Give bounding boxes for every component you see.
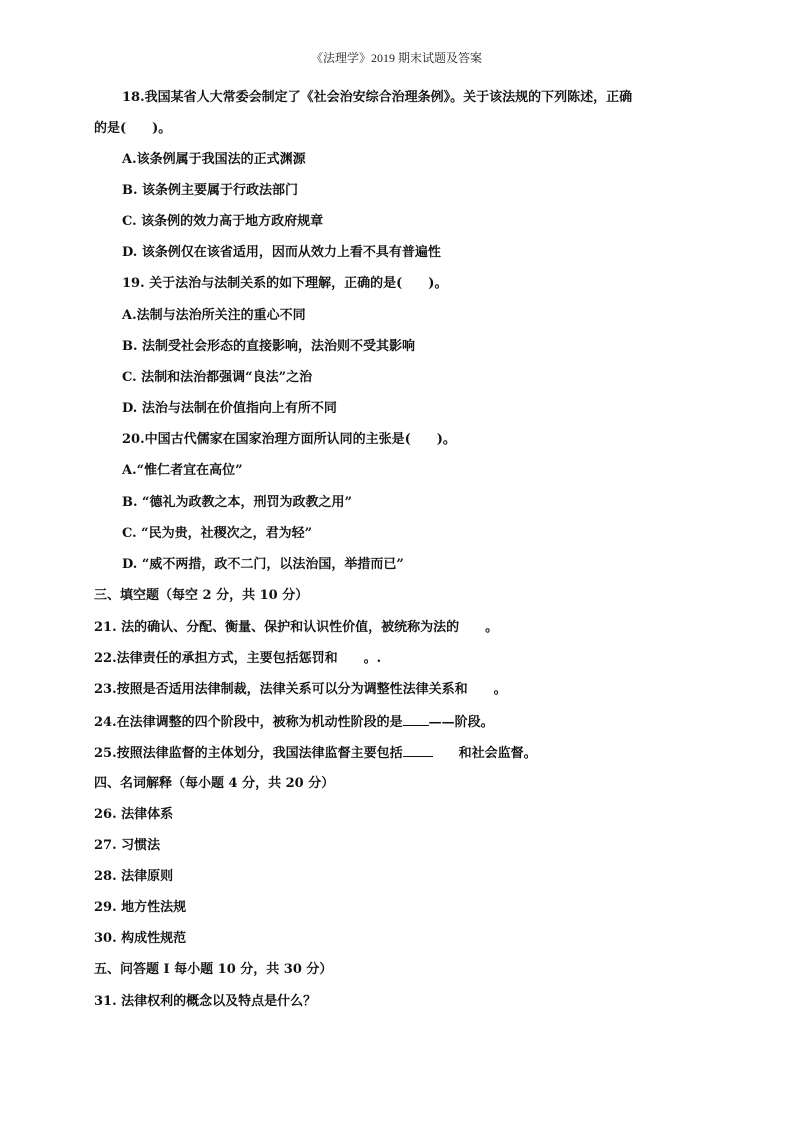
question-18-option-b: B. 该条例主要属于行政法部门 bbox=[122, 183, 299, 198]
question-29: 29. 地方性法规 bbox=[94, 900, 187, 915]
question-31: 31. 法律权利的概念以及特点是什么？ bbox=[94, 994, 317, 1009]
question-18-option-c: C. 该条例的效力高于地方政府规章 bbox=[122, 214, 324, 229]
question-20-option-c: C. “民为贵，社稷次之，君为轻” bbox=[122, 526, 313, 541]
question-24 bbox=[94, 711, 714, 733]
question-20-stem: 20.中国古代儒家在国家治理方面所认同的主张是( )。 bbox=[122, 432, 456, 447]
question-28: 28. 法律原则 bbox=[94, 869, 174, 884]
question-25 bbox=[94, 742, 714, 764]
question-20-option-a: A.“惟仁者宜在高位” bbox=[122, 463, 243, 478]
question-25-text: 25.按照法律监督的主体划分，我国法律监督主要包括 bbox=[94, 746, 403, 761]
question-20-option-d: D. “威不两措，政不二门，以法治国，举措而已” bbox=[122, 557, 404, 572]
question-30: 30. 构成性规范 bbox=[94, 931, 187, 946]
section-3-heading: 三、填空题（每空 2 分，共 10 分） bbox=[94, 588, 309, 603]
page-header: 《法理学》2019 期末试题及答案 bbox=[310, 51, 482, 65]
question-22: 22.法律责任的承担方式，主要包括惩罚和 。. bbox=[94, 651, 382, 666]
question-19-stem: 19. 关于法治与法制关系的如下理解，正确的是( )。 bbox=[122, 276, 448, 291]
question-18-option-d: D. 该条例仅在该省适用，因而从效力上看不具有普遍性 bbox=[122, 245, 441, 260]
question-19-option-a: A.法制与法治所关注的重心不同 bbox=[122, 308, 306, 323]
answer-blank bbox=[403, 742, 433, 757]
question-21: 21. 法的确认、分配、衡量、保护和认识性价值，被统称为法的 。 bbox=[94, 620, 499, 635]
question-19-option-c: C. 法制和法治都强调“良法”之治 bbox=[122, 370, 313, 385]
question-25-suffix: 和社会监督。 bbox=[458, 746, 537, 761]
question-18-stem: 18.我国某省人大常委会制定了《社会治安综合治理条例》。关于该法规的下列陈述，正确 bbox=[122, 90, 633, 105]
question-24-suffix: ——阶段。 bbox=[428, 715, 494, 730]
section-4-heading: 四、名词解释（每小题 4 分，共 20 分） bbox=[94, 776, 335, 791]
question-27: 27. 习惯法 bbox=[94, 838, 161, 853]
answer-blank bbox=[403, 711, 429, 726]
question-23: 23.按照是否适用法律制裁，法律关系可以分为调整性法律关系和 。 bbox=[94, 682, 507, 697]
question-18-option-a: A.该条例属于我国法的正式渊源 bbox=[122, 152, 306, 167]
question-19-option-d: D. 法治与法制在价值指向上有所不同 bbox=[122, 401, 337, 416]
section-5-heading: 五、问答题 I 每小题 10 分，共 30 分） bbox=[94, 962, 333, 977]
question-24-text: 24.在法律调整的四个阶段中，被称为机动性阶段的是 bbox=[94, 715, 403, 730]
question-26: 26. 法律体系 bbox=[94, 807, 174, 822]
question-19-option-b: B. 法制受社会形态的直接影响，法治则不受其影响 bbox=[122, 339, 416, 354]
question-18-stem-cont: 的是( )。 bbox=[94, 121, 172, 136]
question-20-option-b: B. “德礼为政教之本，刑罚为政教之用” bbox=[122, 495, 352, 510]
